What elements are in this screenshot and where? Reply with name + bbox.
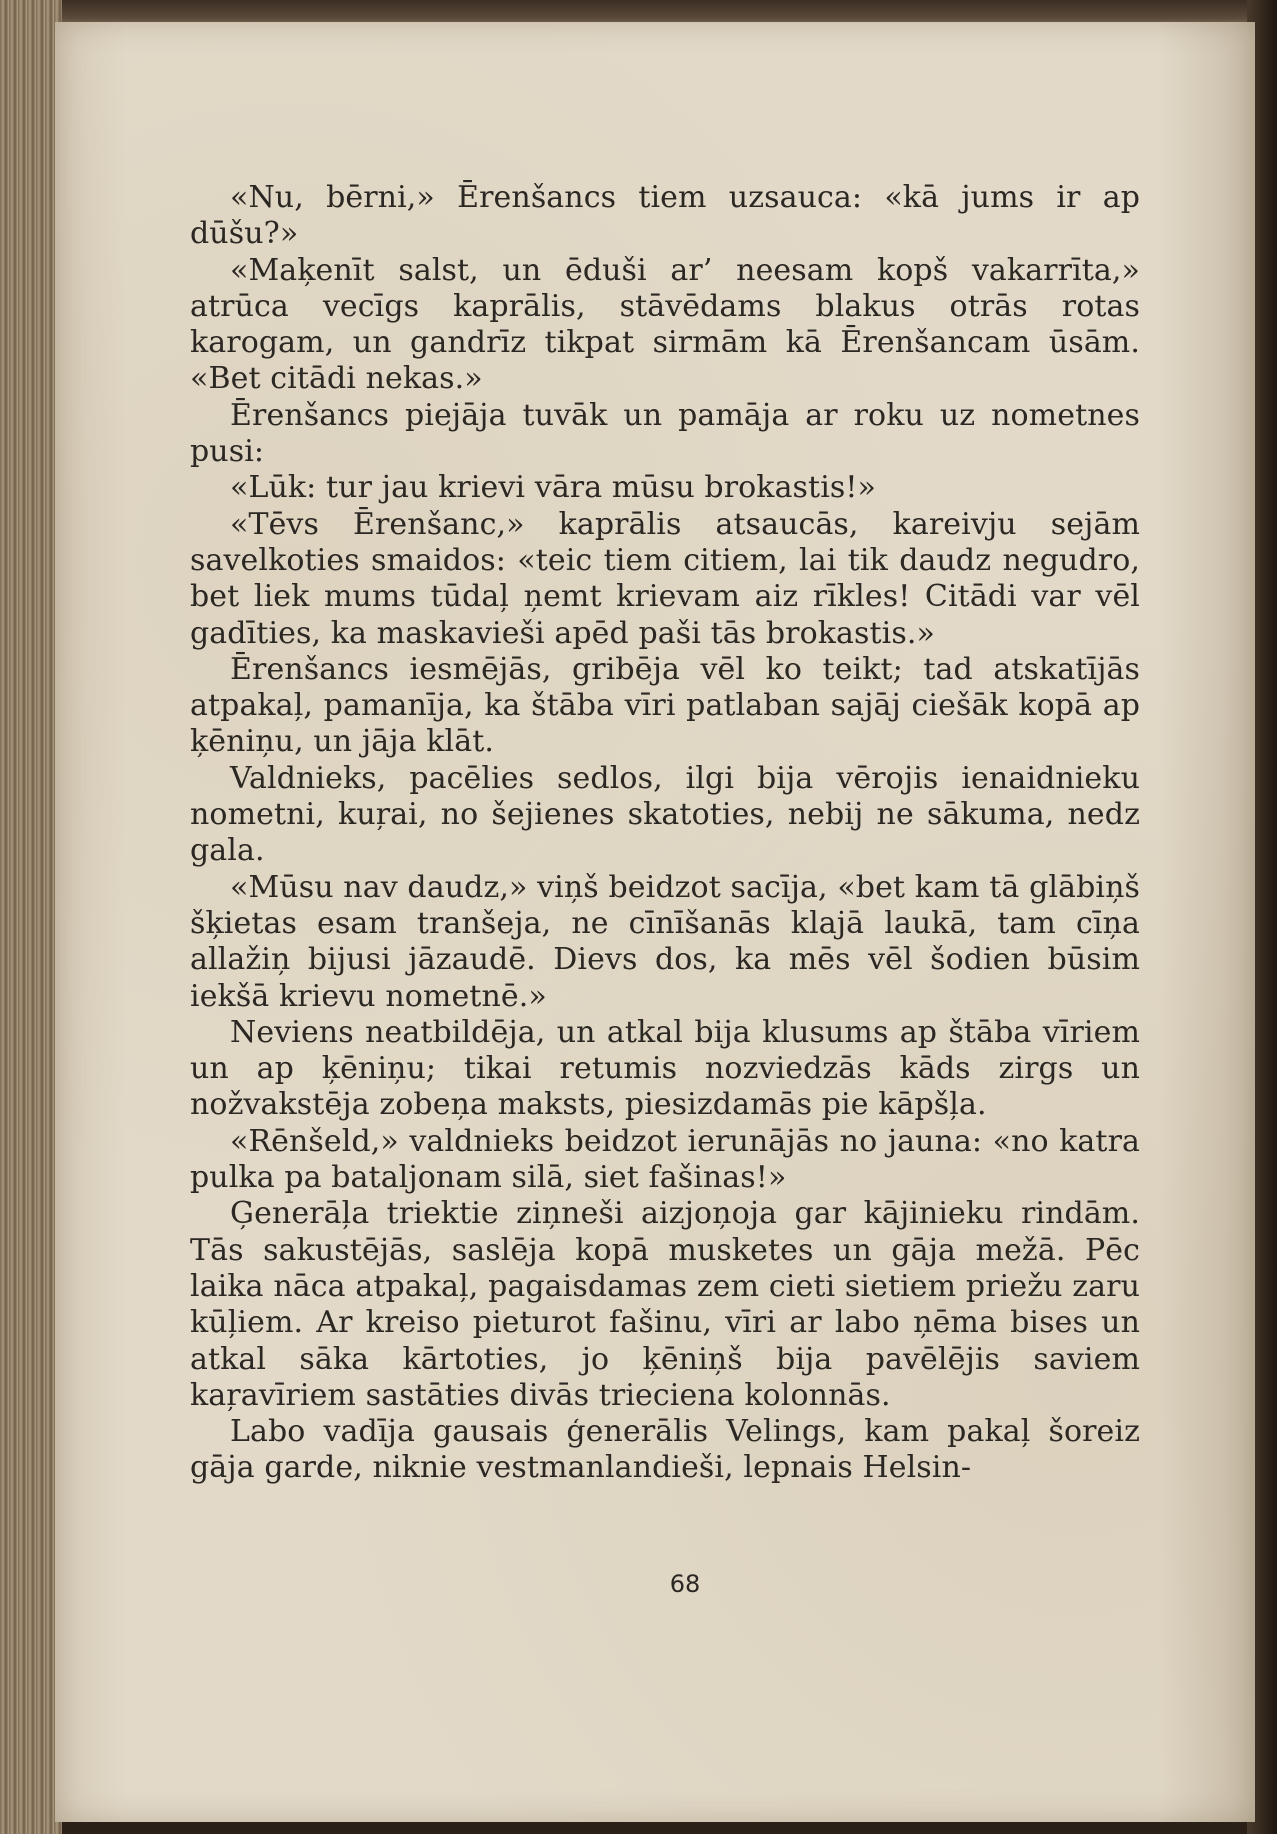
paragraph: Ērenšancs piejāja tuvāk un pamāja ar roku uz nometnes pusi: <box>190 397 1140 470</box>
paragraph: «Tēvs Ērenšanc,» kaprālis atsaucās, kareivju sejām savelkoties smaidos: «teic tiem citiem, lai tik daudz negudro, bet liek mums tūdaļ ņemt krievam aiz rīkles! Citādi var vēl gadīties, ka maskavieši apēd paši tās brokastis.» <box>190 506 1140 651</box>
paragraph: Neviens neatbildēja, un atkal bija klusums ap štāba vīriem un ap ķēniņu; tikai retumis nozviedzās kāds zirgs un nožvakstēja zobeņa maksts, piesizdamās pie kāpšļa. <box>190 1014 1140 1123</box>
page-number: 68 <box>669 1570 701 1598</box>
page-text <box>190 180 1140 1487</box>
book-binding-edge <box>0 0 62 1834</box>
paragraph: Ērenšancs iesmējās, gribēja vēl ko teikt; tad atskatījās atpakaļ, pamanīja, ka štāba vīri patlaban sajāj ciešāk kopā ap ķēniņu, un jāja klāt. <box>190 651 1140 760</box>
paragraph: «Mūsu nav daudz,» viņš beidzot sacīja, «bet kam tā glābiņš šķietas esam tranšeja, ne cīnīšanās klajā laukā, tam cīņa allažiņ bijusi jāzaudē. Dievs dos, ka mēs vēl šodien būsim iekšā krievu nometnē.» <box>190 869 1140 1014</box>
paragraph: «Rēnšeld,» valdnieks beidzot ierunājās no jauna: «no katra pulka pa bataljonam silā, siet fašinas!» <box>190 1123 1140 1196</box>
paragraph: Ģenerāļa triektie ziņneši aizjoņoja gar kājinieku rindām. Tās sakustējās, saslēja kopā musketes un gāja mežā. Pēc laika nāca atpakaļ, pagaisdamas zem cieti sietiem priežu zaru kūļiem. Ar kreiso pieturot fašinu, vīri ar labo ņēma bises un atkal sāka kārtoties, jo ķēniņš bija pavēlējis saviem kaŗavīriem sastāties divās trieciena kolonnās. <box>190 1196 1140 1413</box>
paragraph: «Nu, bērni,» Ērenšancs tiem uzsauca: «kā jums ir ap dūšu?» <box>190 180 1140 252</box>
paragraph: Valdnieks, pacēlies sedlos, ilgi bija vērojis ienaidnieku nometni, kuŗai, no šejienes skatoties, nebij ne sākuma, nedz gala. <box>190 760 1140 869</box>
paragraph: «Lūk: tur jau krievi vāra mūsu brokastis!» <box>230 470 877 506</box>
paragraph: Labo vadīja gausais ģenerālis Velings, kam pakaļ šoreiz gāja garde, niknie vestmanlandieši, lepnais Helsin- <box>190 1414 1140 1486</box>
paragraph: «Maķenīt salst, un ēduši ar’ neesam kopš vakarrīta,» atrūca vecīgs kaprālis, stāvēdams blakus otrās rotas karogam, un gandrīz tikpat sirmām kā Ērenšancam ūsām. «Bet citādi nekas.» <box>190 252 1140 397</box>
